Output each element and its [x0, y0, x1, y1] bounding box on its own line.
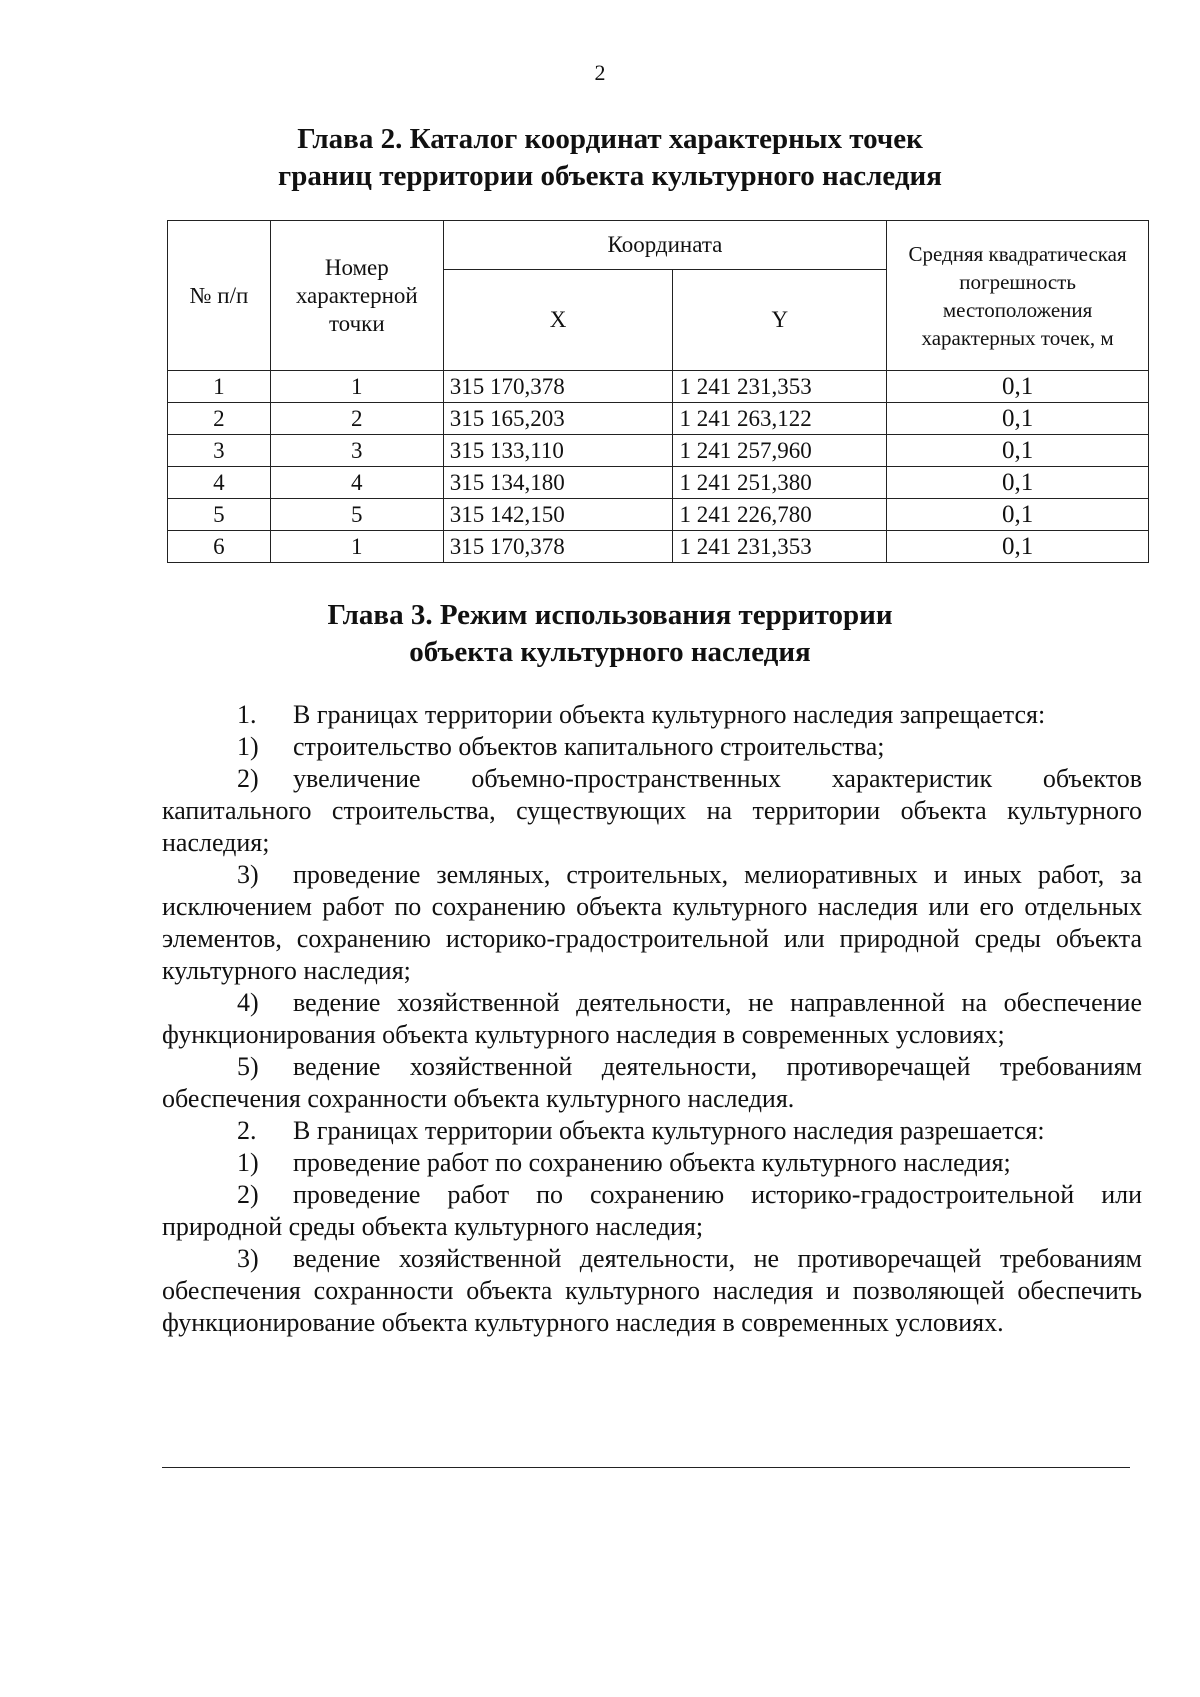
item-number: 1) — [237, 732, 259, 761]
point-number: 1 — [270, 531, 443, 563]
item-text: проведение работ по сохранению историко-градостроительной или природной среды объекта культурного наследия; — [162, 1180, 1142, 1241]
list-item — [162, 1179, 1142, 1243]
item-number: 3) — [237, 1244, 259, 1273]
coord-x: 315 133,110 — [443, 435, 673, 467]
list-item — [162, 731, 1142, 763]
row-number: 3 — [168, 435, 271, 467]
list-item — [162, 859, 1142, 987]
item-text: проведение земляных, строительных, мелиоративных и иных работ, за исключением работ по сохранению объекта культурного наследия или его отдельных элементов, сохранению историко-градостроительной или природной среды объекта культурного наследия; — [162, 860, 1142, 985]
error-value: 0,1 — [887, 531, 1149, 563]
item-number: 4) — [237, 988, 259, 1017]
coord-y: 1 241 263,122 — [673, 403, 887, 435]
table-row — [168, 467, 1149, 499]
item-number: 1. — [237, 700, 257, 729]
row-number: 2 — [168, 403, 271, 435]
table-row — [168, 499, 1149, 531]
item-text: ведение хозяйственной деятельности, не направленной на обеспечение функционирования объекта культурного наследия в современных условиях; — [162, 988, 1142, 1049]
error-value: 0,1 — [887, 499, 1149, 531]
coordinates-table — [167, 220, 1149, 563]
item-number: 2. — [237, 1116, 257, 1145]
coord-x: 315 170,378 — [443, 371, 673, 403]
table-row — [168, 403, 1149, 435]
item-text: В границах территории объекта культурного наследия запрещается: — [293, 700, 1046, 729]
point-number: 2 — [270, 403, 443, 435]
row-number: 1 — [168, 371, 271, 403]
header-y: Y — [673, 270, 887, 371]
item-text: проведение работ по сохранению объекта культурного наследия; — [293, 1148, 1011, 1177]
chapter-2-heading-line-1: Глава 2. Каталог координат характерных точек — [297, 123, 923, 155]
chapter-3-heading-line-1: Глава 3. Режим использования территории — [327, 599, 893, 631]
header-coordinate: Координата — [443, 221, 886, 270]
item-number: 1) — [237, 1148, 259, 1177]
chapter-3-heading-line-2: объекта культурного наследия — [409, 636, 811, 668]
coord-y: 1 241 231,353 — [673, 531, 887, 563]
table-row — [168, 435, 1149, 467]
coord-x: 315 165,203 — [443, 403, 673, 435]
item-text: ведение хозяйственной деятельности, противоречащей требованиям обеспечения сохранности объекта культурного наследия. — [162, 1052, 1142, 1113]
header-error: Средняя квадратическая погрешность местоположения характерных точек, м — [887, 221, 1149, 371]
error-value: 0,1 — [887, 403, 1149, 435]
item-text: строительство объектов капитального строительства; — [293, 732, 885, 761]
header-point: Номер характерной точки — [270, 221, 443, 371]
item-number: 2) — [237, 764, 259, 793]
header-num: № п/п — [168, 221, 271, 371]
list-item — [162, 1147, 1142, 1179]
point-number: 5 — [270, 499, 443, 531]
chapter-2-heading — [150, 121, 1070, 195]
row-number: 5 — [168, 499, 271, 531]
list-item — [162, 987, 1142, 1051]
table-row — [168, 531, 1149, 563]
coord-y: 1 241 257,960 — [673, 435, 887, 467]
point-number: 1 — [270, 371, 443, 403]
coord-y: 1 241 251,380 — [673, 467, 887, 499]
chapter-2-heading-line-2: границ территории объекта культурного наследия — [278, 160, 942, 192]
point-number: 3 — [270, 435, 443, 467]
row-number: 4 — [168, 467, 271, 499]
point-number: 4 — [270, 467, 443, 499]
list-item — [162, 699, 1142, 731]
item-number: 5) — [237, 1052, 259, 1081]
row-number: 6 — [168, 531, 271, 563]
regime-text — [162, 699, 1142, 1339]
item-number: 3) — [237, 860, 259, 889]
list-item — [162, 1115, 1142, 1147]
error-value: 0,1 — [887, 435, 1149, 467]
error-value: 0,1 — [887, 371, 1149, 403]
coord-x: 315 170,378 — [443, 531, 673, 563]
header-x: X — [443, 270, 673, 371]
coord-y: 1 241 231,353 — [673, 371, 887, 403]
coord-x: 315 142,150 — [443, 499, 673, 531]
coord-y: 1 241 226,780 — [673, 499, 887, 531]
item-text: В границах территории объекта культурного наследия разрешается: — [293, 1116, 1045, 1145]
chapter-3-heading — [150, 597, 1070, 671]
coord-x: 315 134,180 — [443, 467, 673, 499]
item-number: 2) — [237, 1180, 259, 1209]
item-text: ведение хозяйственной деятельности, не противоречащей требованиям обеспечения сохранности объекта культурного наследия и позволяющей обеспечить функционирование объекта культурного наследия в современных условиях. — [162, 1244, 1142, 1337]
bottom-rule — [162, 1467, 1130, 1468]
list-item — [162, 1243, 1142, 1339]
item-text: увеличение объемно-пространственных характеристик объектов капитального строительства, существующих на территории объекта культурного наследия; — [162, 764, 1142, 857]
table-row — [168, 371, 1149, 403]
list-item — [162, 763, 1142, 859]
error-value: 0,1 — [887, 467, 1149, 499]
page-number: 2 — [594, 60, 606, 85]
list-item — [162, 1051, 1142, 1115]
